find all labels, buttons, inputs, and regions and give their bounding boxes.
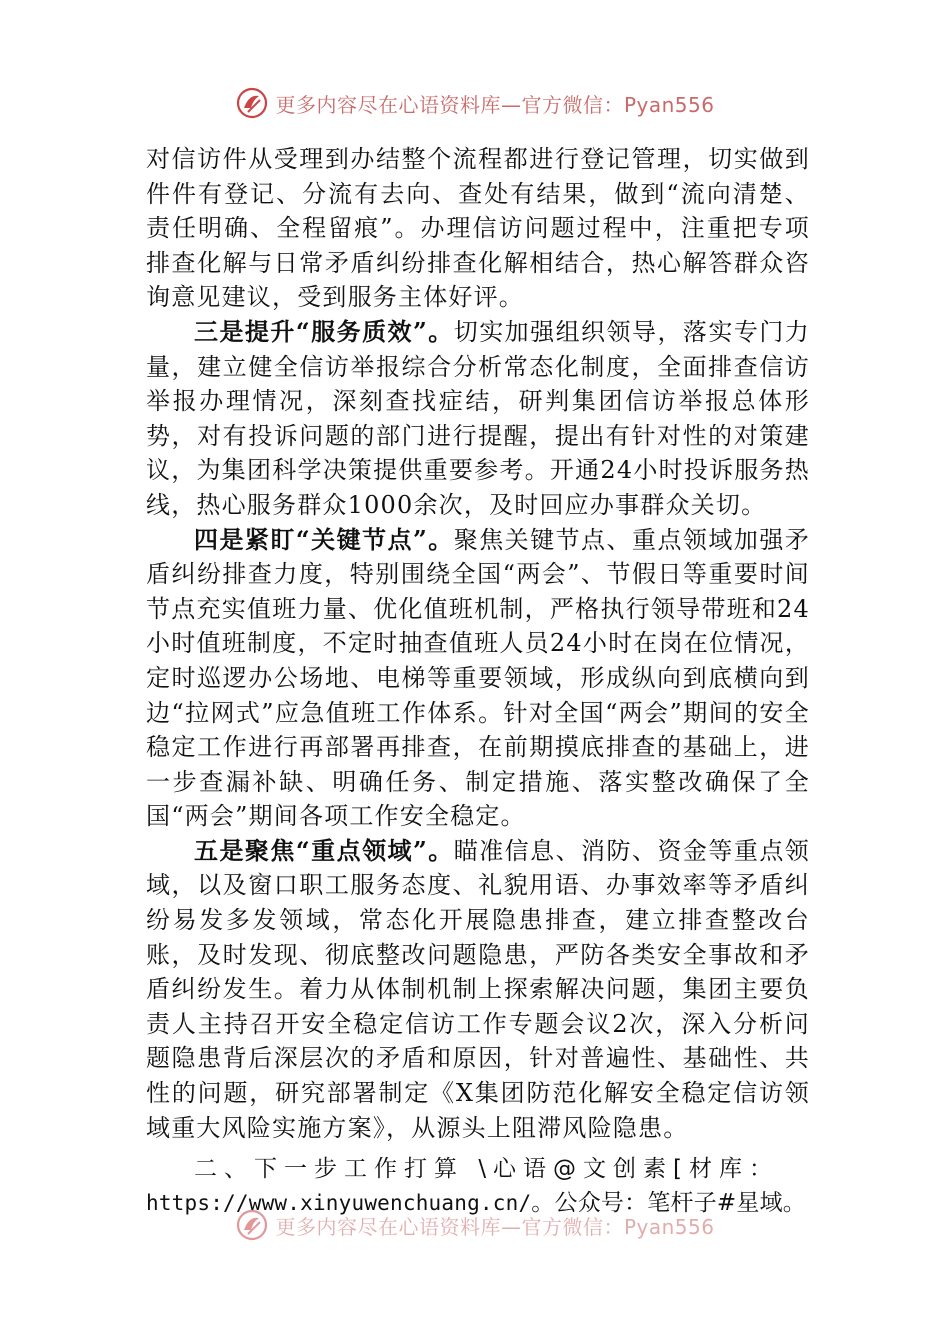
paragraph-3 — [146, 523, 810, 834]
paragraph-lead: 四是紧盯“关键节点”。 — [194, 524, 454, 554]
paragraph-lead: 五是聚焦“重点领域”。 — [194, 835, 454, 865]
paragraph-text: 对信访件从受理到办结整个流程都进行登记管理，切实做到件件有登记、分流有去向、查处有结果，做到“流向清楚、责任明确、全程留痕”。办理信访问题过程中，注重把专项排查化解与日常矛盾纠纷排查化解相结合，热心解答群众咨询意见建议，受到服务主体好评。 — [146, 145, 810, 312]
paragraph-text: 瞄准信息、消防、资金等重点领域，以及窗口职工服务态度、礼貌用语、办事效率等矛盾纠纷易发多发领域，常态化开展隐患排查，建立排查整改台账，及时发现、彻底整改问题隐患，严防各类安全事故和矛盾纠纷发生。着力从体制机制上探索解决问题，集团主要负责人主持召开安全稳定信访工作专题会议2次，深入分析问题隐患背后深层次的矛盾和原因，针对普遍性、基础性、共性的问题，研究部署制定《X集团防范化解安全稳定信访领域重大风险实施方案》，从源头上阻滞风险隐患。 — [146, 836, 810, 1142]
watermark-inline-text-2: 。公众号：笔杆子#星域。 — [531, 1190, 806, 1216]
watermark-inline-text: \心语@文创素[材库： — [478, 1156, 780, 1182]
document-body — [146, 142, 810, 1145]
website-link[interactable]: https://www.xinyuwenchuang.cn/ — [146, 1191, 532, 1215]
paragraph-text: 聚焦关键节点、重点领域加强矛盾纠纷排查力度，特别围绕全国“两会”、节假日等重要时间节点充实值班力量、优化值班机制，严格执行领导带班和24小时值班制度，不定时抽查值班人员24小时在岗在位情况，定时巡逻办公场地、电梯等重要领域，形成纵向到底横向到边“拉网式”应急值班工作体系。针对全国“两会”期间的安全稳定工作进行再部署再排查，在前期摸底排查的基础上，进一步查漏补缺、明确任务、制定措施、落实整改确保了全国“两会”期间各项工作安全稳定。 — [146, 525, 810, 831]
paragraph-1 — [146, 142, 810, 315]
section-heading: 二、下一步工作打算 — [194, 1156, 464, 1182]
paragraph-text: 切实加强组织领导，落实专门力量，建立健全信访举报综合分析常态化制度，全面排查信访举报办理情况，深刻查找症结，研判集团信访举报总体形势，对有投诉问题的部门进行提醒，提出有针对性的对策建议，为集团科学决策提供重要参考。开通24小时投诉服务热线，热心服务群众1000余次，及时回应办事群众关切。 — [146, 317, 810, 519]
watermark-footer — [0, 1208, 950, 1242]
xinyu-logo-icon — [235, 1208, 269, 1242]
next-section-heading-row — [146, 1152, 826, 1186]
paragraph-2 — [146, 315, 810, 523]
paragraph-4 — [146, 834, 810, 1145]
xinyu-logo-icon — [235, 86, 269, 120]
watermark-text: 更多内容尽在心语资料库—官方微信：Pyan556 — [275, 1214, 715, 1239]
watermark-header — [0, 86, 950, 120]
watermark-text: 更多内容尽在心语资料库—官方微信：Pyan556 — [275, 92, 715, 117]
paragraph-lead: 三是提升“服务质效”。 — [194, 316, 454, 346]
